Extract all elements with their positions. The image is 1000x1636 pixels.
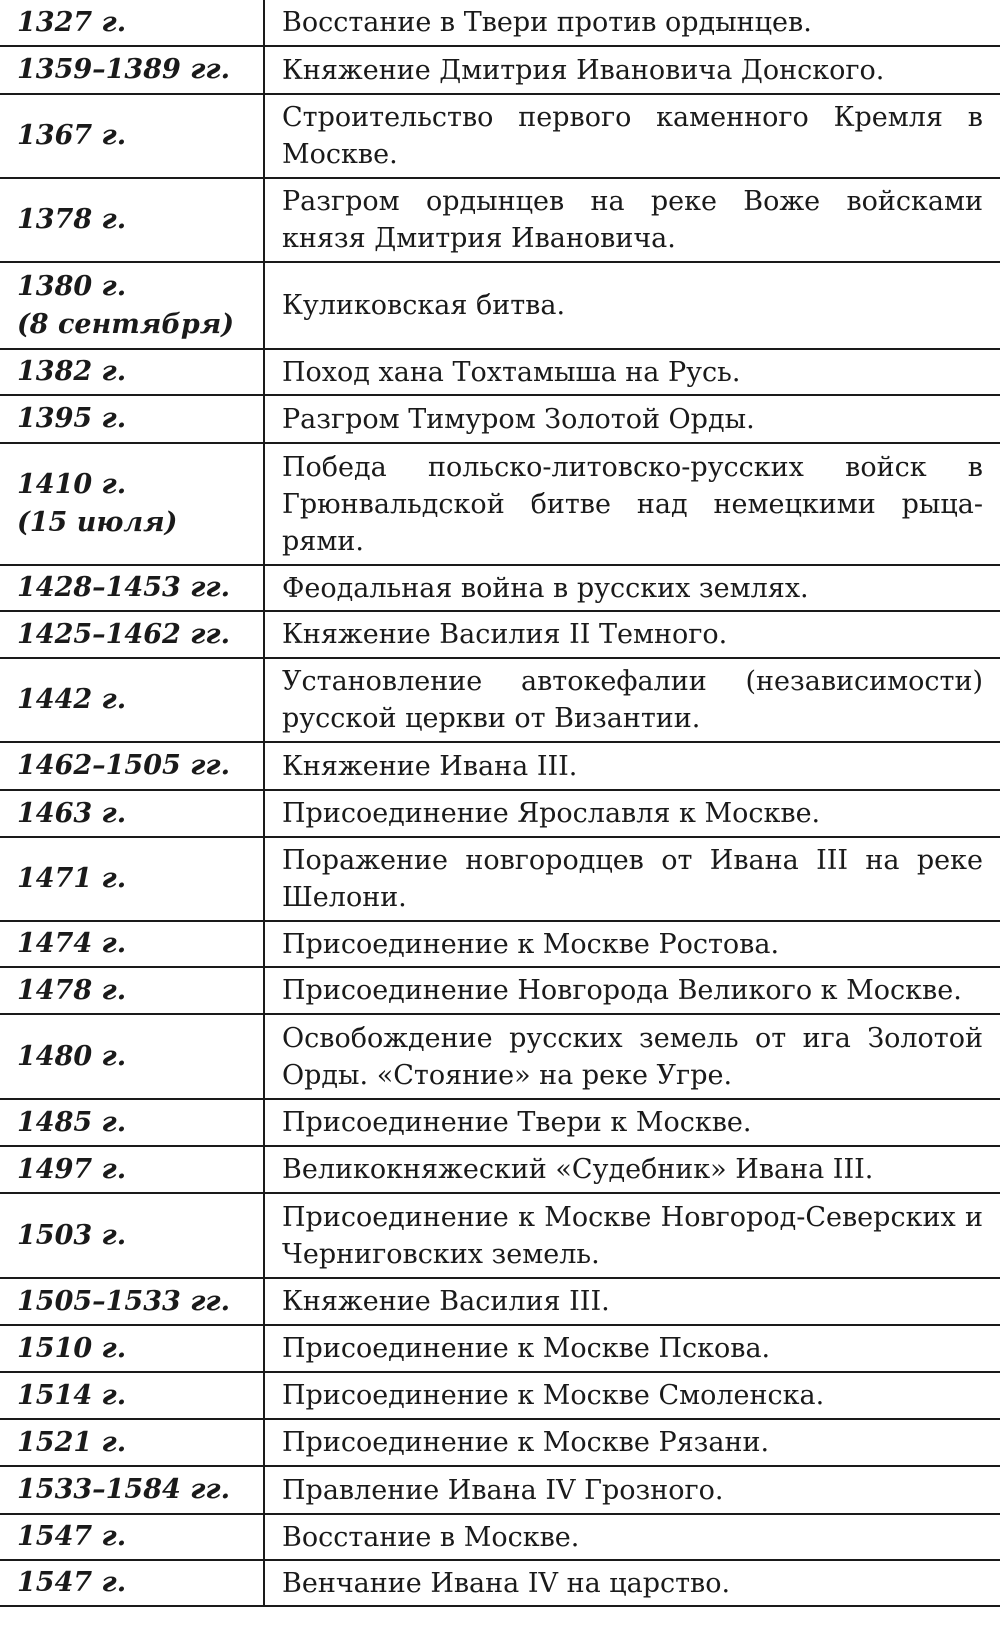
event-cell: Присоединение Твери к Москве. <box>264 1099 1000 1146</box>
date-cell: 1471 г. <box>0 837 264 921</box>
event-cell: Княжение Василия II Темного. <box>264 611 1000 658</box>
event-cell: Куликовская битва. <box>264 262 1000 349</box>
event-cell: Правление Ивана IV Грозного. <box>264 1466 1000 1514</box>
date-cell: 1462–1505 гг. <box>0 742 264 790</box>
date-cell: 1428–1453 гг. <box>0 565 264 611</box>
table-row <box>0 0 1000 46</box>
date-cell: 1463 г. <box>0 790 264 837</box>
event-cell: Присоединение Новгорода Великого к Москве. <box>264 967 1000 1014</box>
table-row <box>0 1419 1000 1466</box>
date-cell: 1367 г. <box>0 94 264 178</box>
date-cell: 1497 г. <box>0 1146 264 1193</box>
date-cell: 1514 г. <box>0 1372 264 1419</box>
date-cell: 1480 г. <box>0 1014 264 1099</box>
table-row <box>0 1193 1000 1278</box>
table-row <box>0 790 1000 837</box>
table-row <box>0 94 1000 178</box>
event-cell: Восстание в Москве. <box>264 1514 1000 1560</box>
date-cell: 1474 г. <box>0 921 264 967</box>
date-cell: 1478 г. <box>0 967 264 1014</box>
date-cell: 1327 г. <box>0 0 264 46</box>
table-row <box>0 1514 1000 1560</box>
table-row <box>0 46 1000 94</box>
event-cell: Поход хана Тохтамыша на Русь. <box>264 349 1000 395</box>
date-cell: 1395 г. <box>0 395 264 443</box>
date-cell: 1510 г. <box>0 1325 264 1372</box>
table-row <box>0 1560 1000 1606</box>
event-cell: Присоединение Ярославля к Москве. <box>264 790 1000 837</box>
table-row <box>0 1014 1000 1099</box>
date-cell: 1442 г. <box>0 658 264 742</box>
table-row <box>0 1278 1000 1325</box>
table-row <box>0 837 1000 921</box>
date-cell: 1521 г. <box>0 1419 264 1466</box>
table-row <box>0 967 1000 1014</box>
table-row <box>0 611 1000 658</box>
date-cell: 1380 г. (8 сентября) <box>0 262 264 349</box>
event-cell: Присоединение к Москве Смоленска. <box>264 1372 1000 1419</box>
event-cell: Поражение новгородцев от Ивана III на реке Шелони. <box>264 837 1000 921</box>
table-row <box>0 1146 1000 1193</box>
event-cell: Феодальная война в русских землях. <box>264 565 1000 611</box>
date-cell: 1425–1462 гг. <box>0 611 264 658</box>
event-cell: Княжение Дмитрия Ивановича Донского. <box>264 46 1000 94</box>
date-cell: 1359–1389 гг. <box>0 46 264 94</box>
table-row <box>0 565 1000 611</box>
date-cell: 1410 г. (15 июля) <box>0 443 264 565</box>
date-cell: 1533–1584 гг. <box>0 1466 264 1514</box>
table-row <box>0 742 1000 790</box>
event-cell: Строительство первого каменного Кремля в Москве. <box>264 94 1000 178</box>
date-cell: 1382 г. <box>0 349 264 395</box>
table-row <box>0 921 1000 967</box>
table-row <box>0 395 1000 443</box>
date-cell: 1547 г. <box>0 1560 264 1606</box>
table-row <box>0 1466 1000 1514</box>
event-cell: Освобождение русских земель от ига Золотой Орды. «Стояние» на реке Угре. <box>264 1014 1000 1099</box>
date-cell: 1378 г. <box>0 178 264 262</box>
event-cell: Княжение Василия III. <box>264 1278 1000 1325</box>
event-cell: Присоединение к Москве Пскова. <box>264 1325 1000 1372</box>
event-cell: Присоединение к Москве Рязани. <box>264 1419 1000 1466</box>
table-row <box>0 443 1000 565</box>
event-cell: Княжение Ивана III. <box>264 742 1000 790</box>
table-row <box>0 178 1000 262</box>
event-cell: Победа польско-литовско-русских войск в Грюнвальдской битве над немецкими рыцарями. <box>264 443 1000 565</box>
event-cell: Восстание в Твери против ордынцев. <box>264 0 1000 46</box>
event-cell: Присоединение к Москве Ростова. <box>264 921 1000 967</box>
event-cell: Разгром Тимуром Золотой Орды. <box>264 395 1000 443</box>
event-cell: Разгром ордынцев на реке Воже войсками князя Дмитрия Ивановича. <box>264 178 1000 262</box>
event-cell: Присоединение к Москве Новгород-Северских и Черниговских земель. <box>264 1193 1000 1278</box>
table-row <box>0 1372 1000 1419</box>
table-row <box>0 1099 1000 1146</box>
table-row <box>0 349 1000 395</box>
table-row <box>0 658 1000 742</box>
event-cell: Великокняжеский «Судебник» Ивана III. <box>264 1146 1000 1193</box>
date-cell: 1547 г. <box>0 1514 264 1560</box>
table-row <box>0 262 1000 349</box>
date-cell: 1485 г. <box>0 1099 264 1146</box>
date-cell: 1505–1533 гг. <box>0 1278 264 1325</box>
date-cell: 1503 г. <box>0 1193 264 1278</box>
event-cell: Венчание Ивана IV на царство. <box>264 1560 1000 1606</box>
table-row <box>0 1325 1000 1372</box>
event-cell: Установление автокефалии (независимости) русской церкви от Византии. <box>264 658 1000 742</box>
